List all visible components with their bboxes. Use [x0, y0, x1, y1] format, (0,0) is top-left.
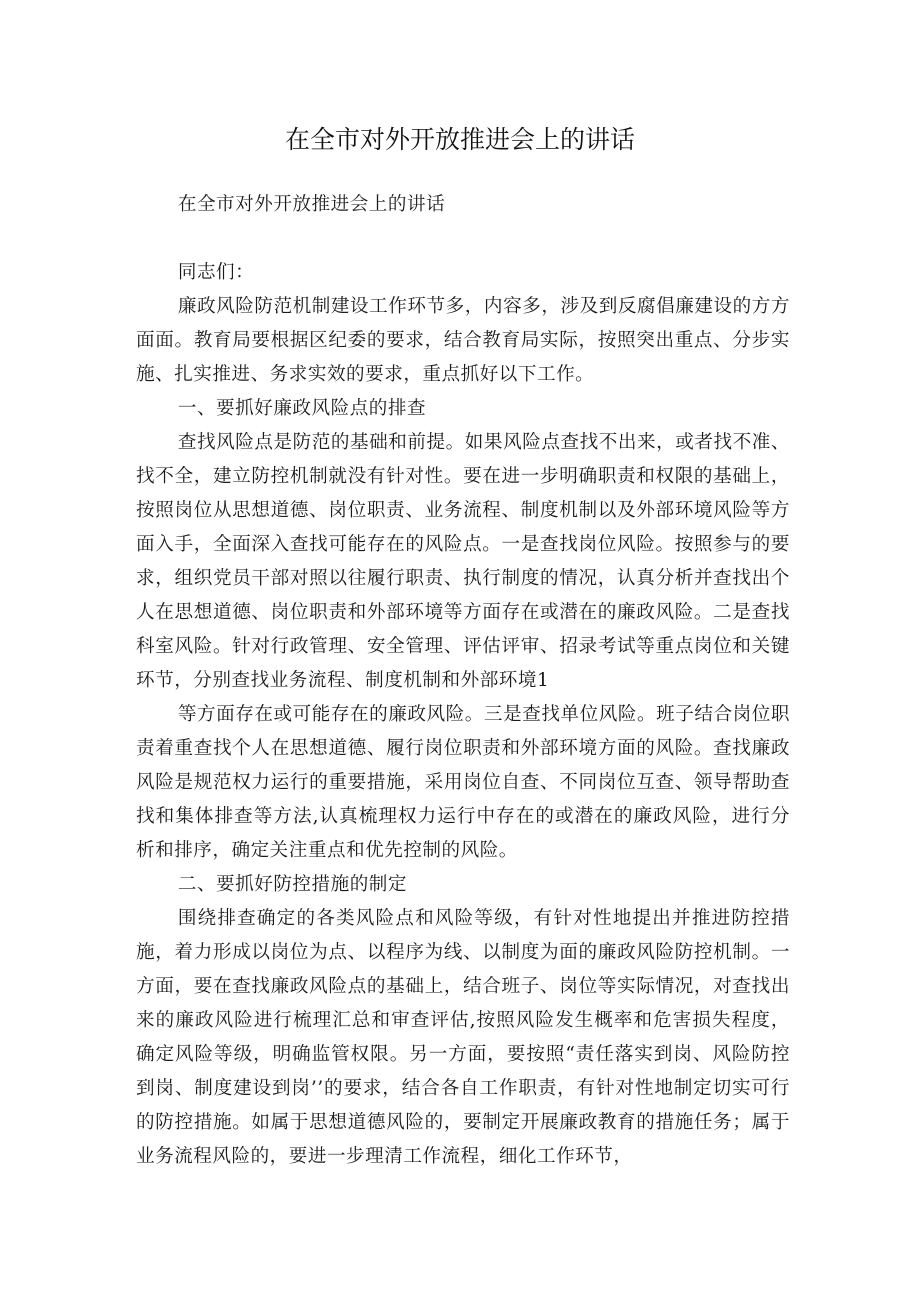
- document-subtitle: 在全市对外开放推进会上的讲话: [177, 194, 446, 215]
- paragraph-risk-identification: 查找风险点是防范的基础和前提。如果风险点查找不出来，或者找不准、找不全，建立防控机制就没有针对性。要在进一步明确职责和权限的基础上，按照岗位从思想道德、岗位职责、业务流程、制度机制以及外部环境风险等方面入手，全面深入查找可能存在的风险点。一是查找岗位风险。按照参与的要求，组织党员干部对照以往履行职责、执行制度的情况，认真分析并查找出个人在思想道德、岗位职责和外部环境等方面存在或潜在的廉政风险。二是查找科室风险。针对行政管理、安全管理、评估评审、招录考试等重点岗位和关键环节，分别查找业务流程、制度机制和外部环境1: [136, 432, 790, 691]
- document-title: 在全市对外开放推进会上的讲话: [284, 125, 635, 154]
- section-heading-1: 一、要抓好廉政风险点的排查: [177, 398, 427, 419]
- paragraph-control-measures: 围绕排查确定的各类风险点和风险等级，有针对性地提出并推进防控措施，着力形成以岗位为点、以程序为线、以制度为面的廉政风险防控机制。一方面，要在查找廉政风险点的基础上，结合班子、岗位等实际情况，对查找出来的廉政风险进行梳理汇总和审查评估,按照风险发生概率和危害损失程度，确定风险等级，明确监管权限。另一方面，要按照“责任落实到岗、风险防控到岗、制度建设到岗’’的要求，结合各自工作职责，有针对性地制定切实可行的防控措施。如属于思想道德风险的，要制定开展廉政教育的措施任务；属于业务流程风险的，要进一步理清工作流程，细化工作环节，: [136, 908, 790, 1167]
- paragraph-intro: 廉政风险防范机制建设工作环节多，内容多，涉及到反腐倡廉建设的方方面面。教育局要根据区纪委的要求，结合教育局实际，按照突出重点、分步实施、扎实推进、务求实效的要求，重点抓好以下工作。: [136, 296, 790, 385]
- document-body: [136, 188, 790, 1174]
- salutation: 同志们：: [177, 262, 255, 283]
- section-heading-2: 二、要抓好防控措施的制定: [177, 874, 407, 895]
- paragraph-risk-identification-cont: 等方面存在或可能存在的廉政风险。三是查找单位风险。班子结合岗位职责着重查找个人在思想道德、履行岗位职责和外部环境方面的风险。查找廉政风险是规范权力运行的重要措施，采用岗位自查、不同岗位互查、领导帮助查找和集体排查等方法,认真梳理权力运行中存在的或潜在的廉政风险，进行分析和排序，确定关注重点和优先控制的风险。: [136, 704, 790, 861]
